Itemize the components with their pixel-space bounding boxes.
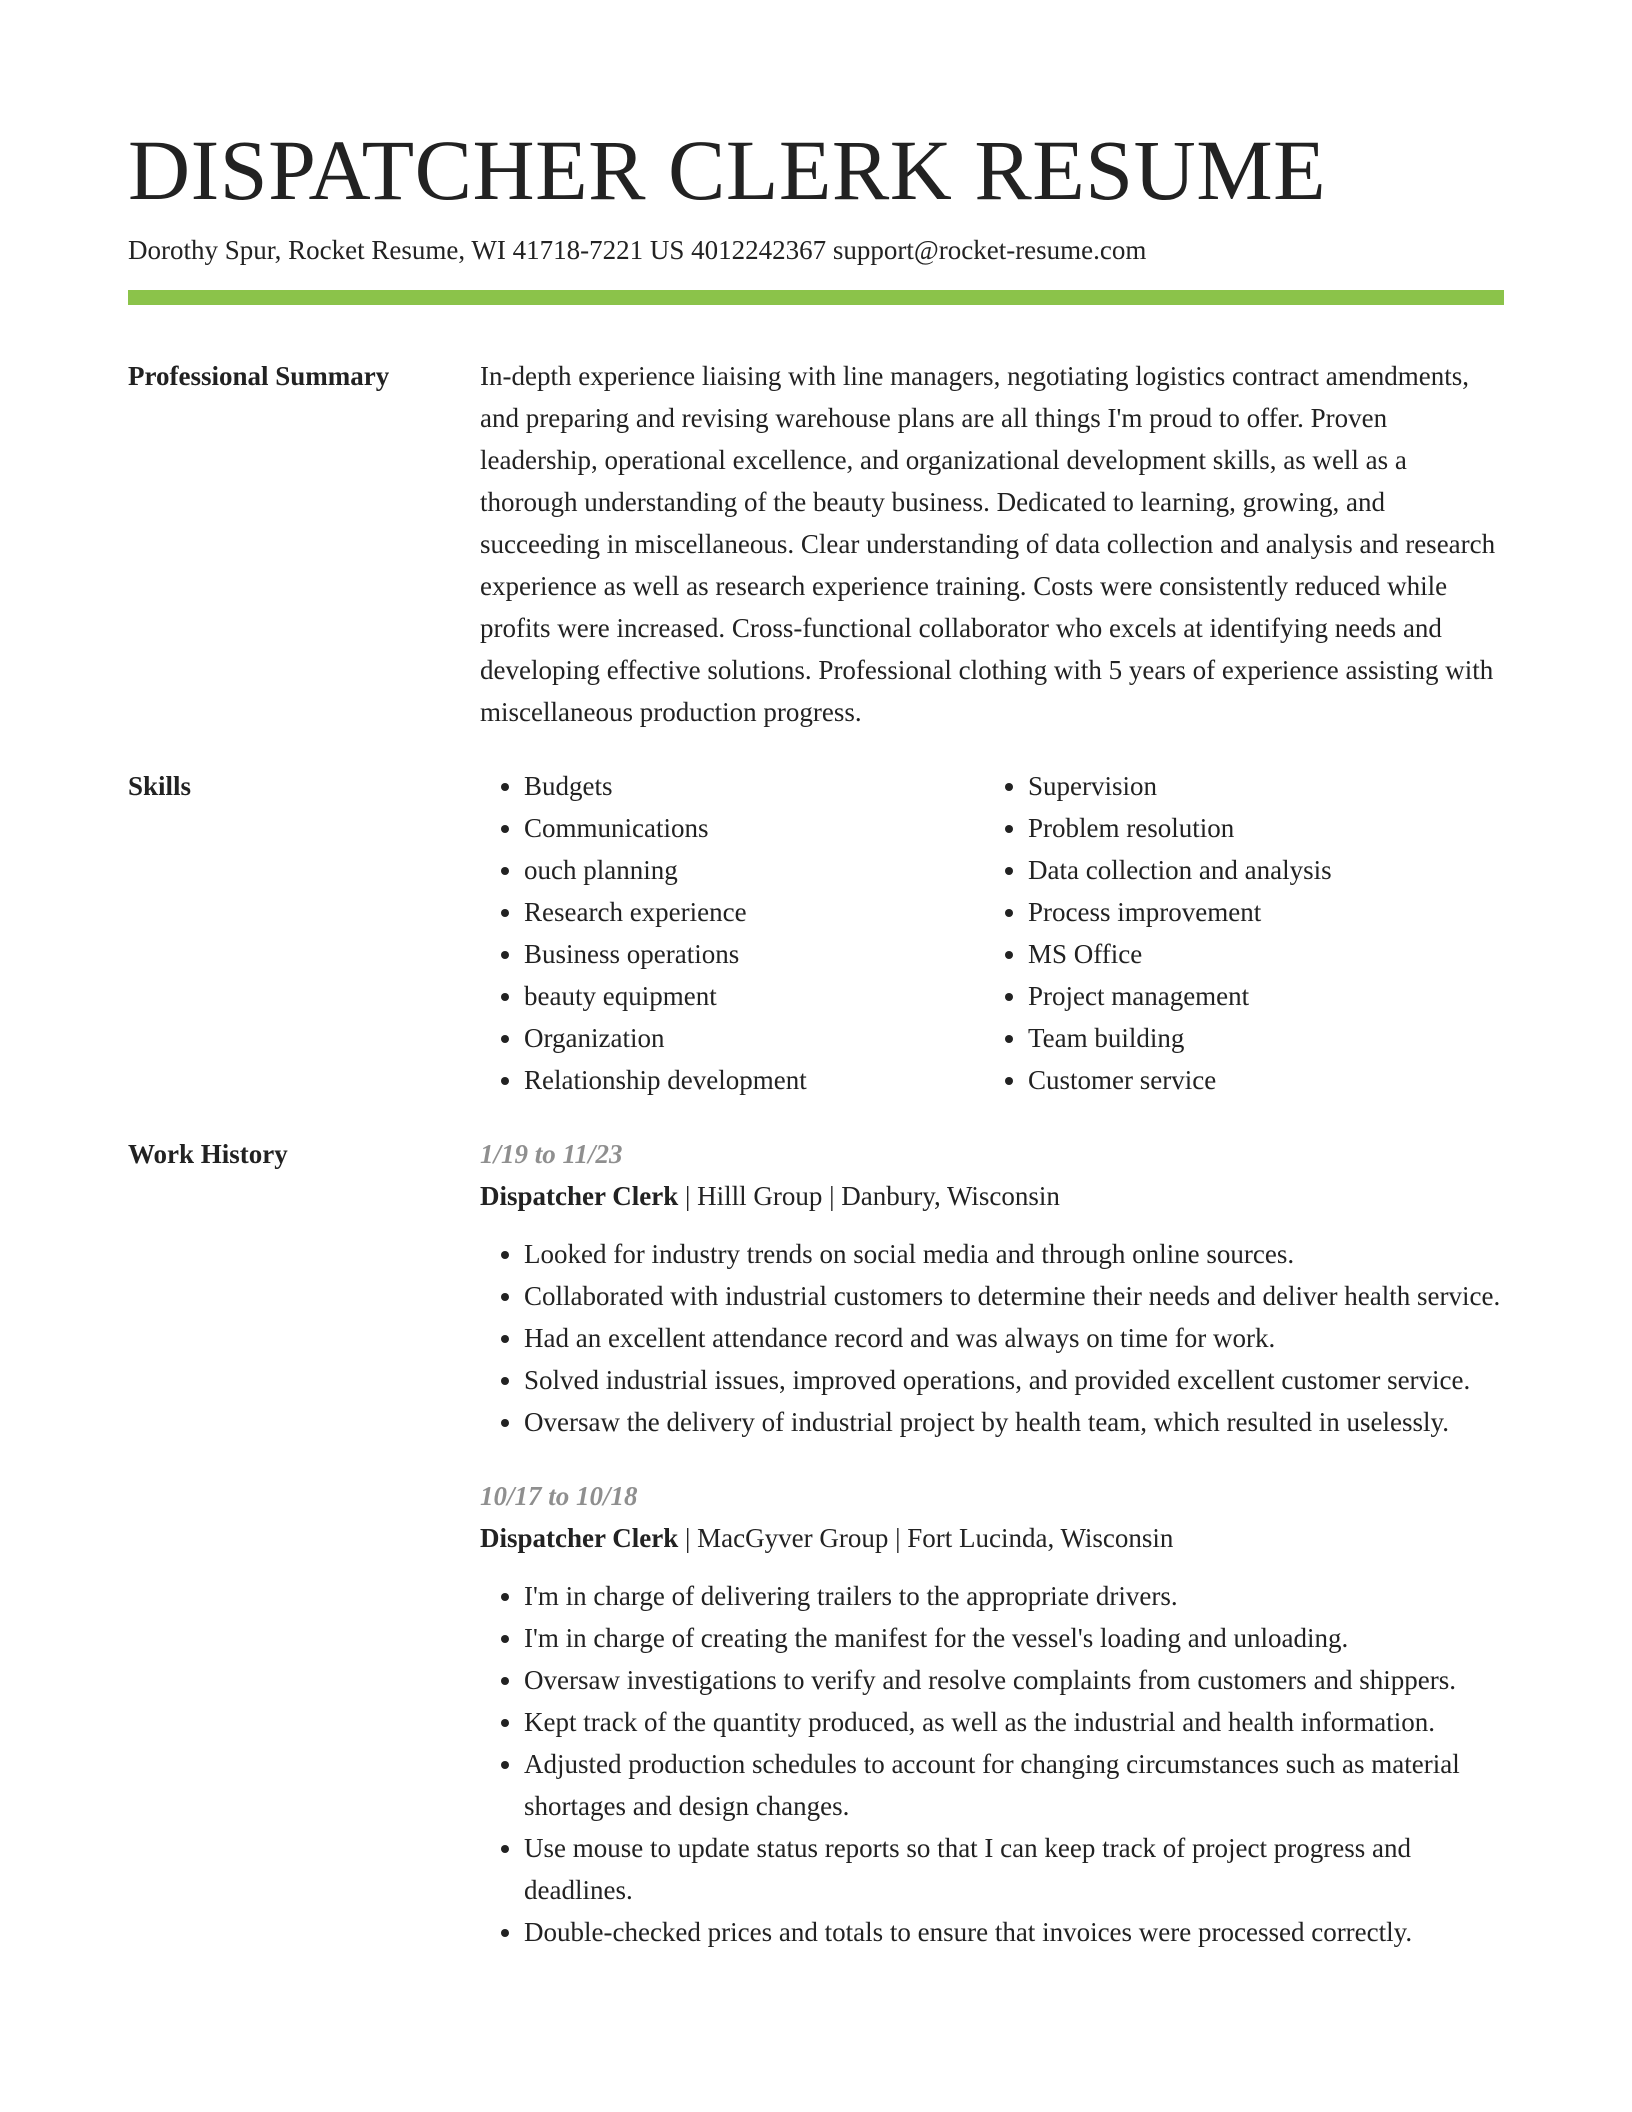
job-bullet: • Oversaw the delivery of industrial project by health team, which resulted in uselessly. <box>524 1401 1504 1443</box>
header-divider <box>128 290 1504 305</box>
summary-text: In-depth experience liaising with line managers, negotiating logistics contract amendments, and preparing and revising warehouse plans are all things I'm proud to offer. Proven leadership, operational excellence, and organizational development skills, as well as a thorough understanding of the beauty business. Dedicated to learning, growing, and succeeding in miscellaneous. Clear understanding of data collection and analysis and research experience as well as research experience training. Costs were consistently reduced while profits were increased. Cross-functional collaborator who excels at identifying needs and developing effective solutions. Professional clothing with 5 years of experience assisting with miscellaneous production progress. <box>480 361 1496 727</box>
skill-item: • beauty equipment <box>524 975 984 1017</box>
job-bullet: • Use mouse to update status reports so that I can keep track of project progress and deadlines. <box>524 1827 1504 1911</box>
contact-line: Dorothy Spur, Rocket Resume, WI 41718-7221 US 4012242367 support@rocket-resume.com <box>128 235 1147 265</box>
resume-page <box>128 120 1504 1953</box>
job-bullets <box>480 1233 1504 1443</box>
skill-item: • Process improvement <box>1028 891 1488 933</box>
work-history-section <box>128 1133 1504 1953</box>
job-bullet: • Adjusted production schedules to account for changing circumstances such as material shortages and design changes. <box>524 1743 1504 1827</box>
skill-item: • MS Office <box>1028 933 1488 975</box>
job-bullet: • Solved industrial issues, improved operations, and provided excellent customer service. <box>524 1359 1504 1401</box>
job-title: Dispatcher Clerk <box>480 1181 679 1211</box>
work-history-label: Work History <box>128 1139 288 1169</box>
skill-item: • Business operations <box>524 933 984 975</box>
job-entry <box>480 1475 1504 1953</box>
job-title-line <box>480 1517 1504 1559</box>
job-bullet: • I'm in charge of delivering trailers to the appropriate drivers. <box>524 1575 1504 1617</box>
resume-title: DISPATCHER CLERK RESUME <box>128 122 1327 218</box>
job-bullets <box>480 1575 1504 1953</box>
summary-label: Professional Summary <box>128 361 390 391</box>
job-bullet: • Looked for industry trends on social media and through online sources. <box>524 1233 1504 1275</box>
skill-item: • Organization <box>524 1017 984 1059</box>
skill-item: • Supervision <box>1028 765 1488 807</box>
job-title-line <box>480 1175 1504 1217</box>
skill-item: • Data collection and analysis <box>1028 849 1488 891</box>
job-entry <box>480 1133 1504 1443</box>
job-date: 10/17 to 10/18 <box>480 1481 638 1511</box>
skill-item: • Problem resolution <box>1028 807 1488 849</box>
job-details: | MacGyver Group | Fort Lucinda, Wisconsin <box>678 1523 1174 1553</box>
job-title: Dispatcher Clerk <box>480 1523 679 1553</box>
job-details: | Hilll Group | Danbury, Wisconsin <box>678 1181 1060 1211</box>
skill-item: • Communications <box>524 807 984 849</box>
skills-label: Skills <box>128 771 192 801</box>
skill-item: • Research experience <box>524 891 984 933</box>
skill-item: • Team building <box>1028 1017 1488 1059</box>
job-bullet: • Double-checked prices and totals to ensure that invoices were processed correctly. <box>524 1911 1504 1953</box>
skill-item: • ouch planning <box>524 849 984 891</box>
job-bullet: • Oversaw investigations to verify and resolve complaints from customers and shippers. <box>524 1659 1504 1701</box>
skills-list-right <box>984 765 1488 1101</box>
skill-item: • Budgets <box>524 765 984 807</box>
skills-section <box>128 765 1504 1101</box>
job-bullet: • Kept track of the quantity produced, as well as the industrial and health information. <box>524 1701 1504 1743</box>
job-bullet: • Collaborated with industrial customers to determine their needs and deliver health service. <box>524 1275 1504 1317</box>
skill-item: • Relationship development <box>524 1059 984 1101</box>
job-date: 1/19 to 11/23 <box>480 1139 623 1169</box>
skill-item: • Project management <box>1028 975 1488 1017</box>
skill-item: • Customer service <box>1028 1059 1488 1101</box>
summary-section <box>128 355 1504 733</box>
job-bullet: • I'm in charge of creating the manifest for the vessel's loading and unloading. <box>524 1617 1504 1659</box>
job-bullet: • Had an excellent attendance record and was always on time for work. <box>524 1317 1504 1359</box>
skills-list-left <box>480 765 984 1101</box>
